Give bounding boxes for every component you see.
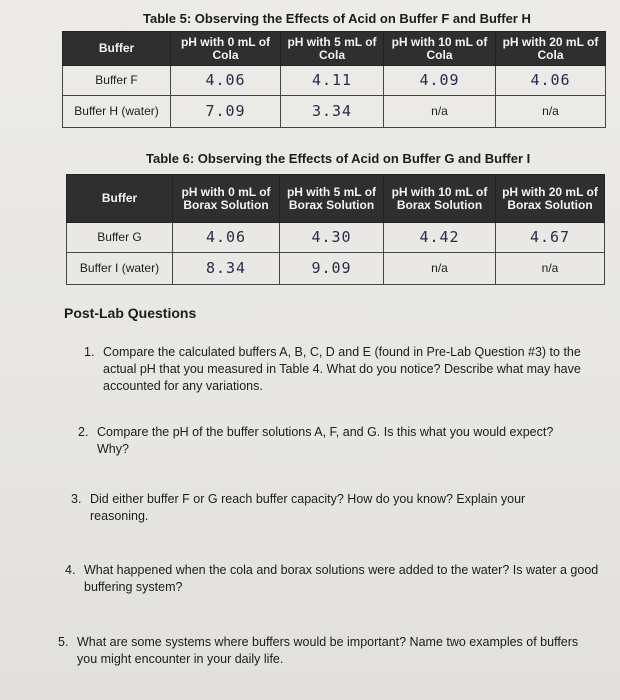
question-number: 2.	[78, 425, 89, 439]
table6-cell: 4.30	[280, 223, 384, 253]
table6-cell: n/a	[496, 253, 605, 285]
postlab-heading: Post-Lab Questions	[64, 305, 197, 321]
table6-header-5ml: pH with 5 mL of Borax Solution	[280, 175, 384, 223]
table6-cell: n/a	[384, 253, 496, 285]
question-3	[71, 491, 601, 527]
table5-header-20ml: pH with 20 mL of Cola	[496, 32, 606, 66]
table5-header-5ml: pH with 5 mL of Cola	[281, 32, 384, 66]
question-text: What happened when the cola and borax solutions were added to the water? Is water a good buffering system?	[84, 563, 599, 594]
table5-cell: 4.06	[496, 66, 606, 96]
table5-header-row	[63, 32, 606, 66]
table6-header-buffer: Buffer	[67, 175, 173, 223]
table6-header-0ml: pH with 0 mL of Borax Solution	[173, 175, 280, 223]
table5-header-buffer: Buffer	[63, 32, 171, 66]
table6-row-label: Buffer G	[67, 223, 173, 253]
table6-cell: 4.42	[384, 223, 496, 253]
question-number: 5.	[58, 635, 69, 649]
table5-cell: 7.09	[171, 96, 281, 128]
table-row	[63, 66, 606, 96]
table-row	[67, 223, 605, 253]
table5	[62, 31, 606, 128]
question-number: 3.	[71, 492, 82, 506]
question-number: 1.	[84, 345, 95, 359]
table5-title: Table 5: Observing the Effects of Acid on Buffer F and Buffer H	[143, 11, 531, 26]
table5-row-label: Buffer F	[63, 66, 171, 96]
table6-cell: 4.06	[173, 223, 280, 253]
table-row	[63, 96, 606, 128]
question-text: Compare the calculated buffers A, B, C, D and E (found in Pre-Lab Question #3) to the actual pH that you measured in Table 4. What do you notice? Describe what may have accounted for any variations.	[103, 345, 581, 393]
table6-cell: 4.67	[496, 223, 605, 253]
table5-cell: 3.34	[281, 96, 384, 128]
table5-row-label: Buffer H (water)	[63, 96, 171, 128]
question-4	[65, 562, 610, 598]
table6-header-20ml: pH with 20 mL of Borax Solution	[496, 175, 605, 223]
question-text: What are some systems where buffers would be important? Name two examples of buffers you might encounter in your daily life.	[77, 635, 579, 666]
question-5	[58, 634, 603, 670]
table5-cell: n/a	[384, 96, 496, 128]
table5-cell: 4.06	[171, 66, 281, 96]
question-text: Did either buffer F or G reach buffer capacity? How do you know? Explain your reasoning.	[90, 492, 526, 523]
question-number: 4.	[65, 563, 76, 577]
question-2	[78, 424, 604, 460]
table5-cell: 4.11	[281, 66, 384, 96]
table-row	[67, 253, 605, 285]
table5-header-0ml: pH with 0 mL of Cola	[171, 32, 281, 66]
table6-row-label: Buffer I (water)	[67, 253, 173, 285]
table6-cell: 9.09	[280, 253, 384, 285]
table5-cell: n/a	[496, 96, 606, 128]
table6-header-row	[67, 175, 605, 223]
table5-cell: 4.09	[384, 66, 496, 96]
question-1	[84, 344, 604, 396]
question-text: Compare the pH of the buffer solutions A, F, and G. Is this what you would expect? Why?	[97, 425, 554, 456]
table6-header-10ml: pH with 10 mL of Borax Solution	[384, 175, 496, 223]
table6	[66, 174, 605, 285]
table6-cell: 8.34	[173, 253, 280, 285]
table5-header-10ml: pH with 10 mL of Cola	[384, 32, 496, 66]
table6-title: Table 6: Observing the Effects of Acid on Buffer G and Buffer I	[146, 151, 531, 166]
